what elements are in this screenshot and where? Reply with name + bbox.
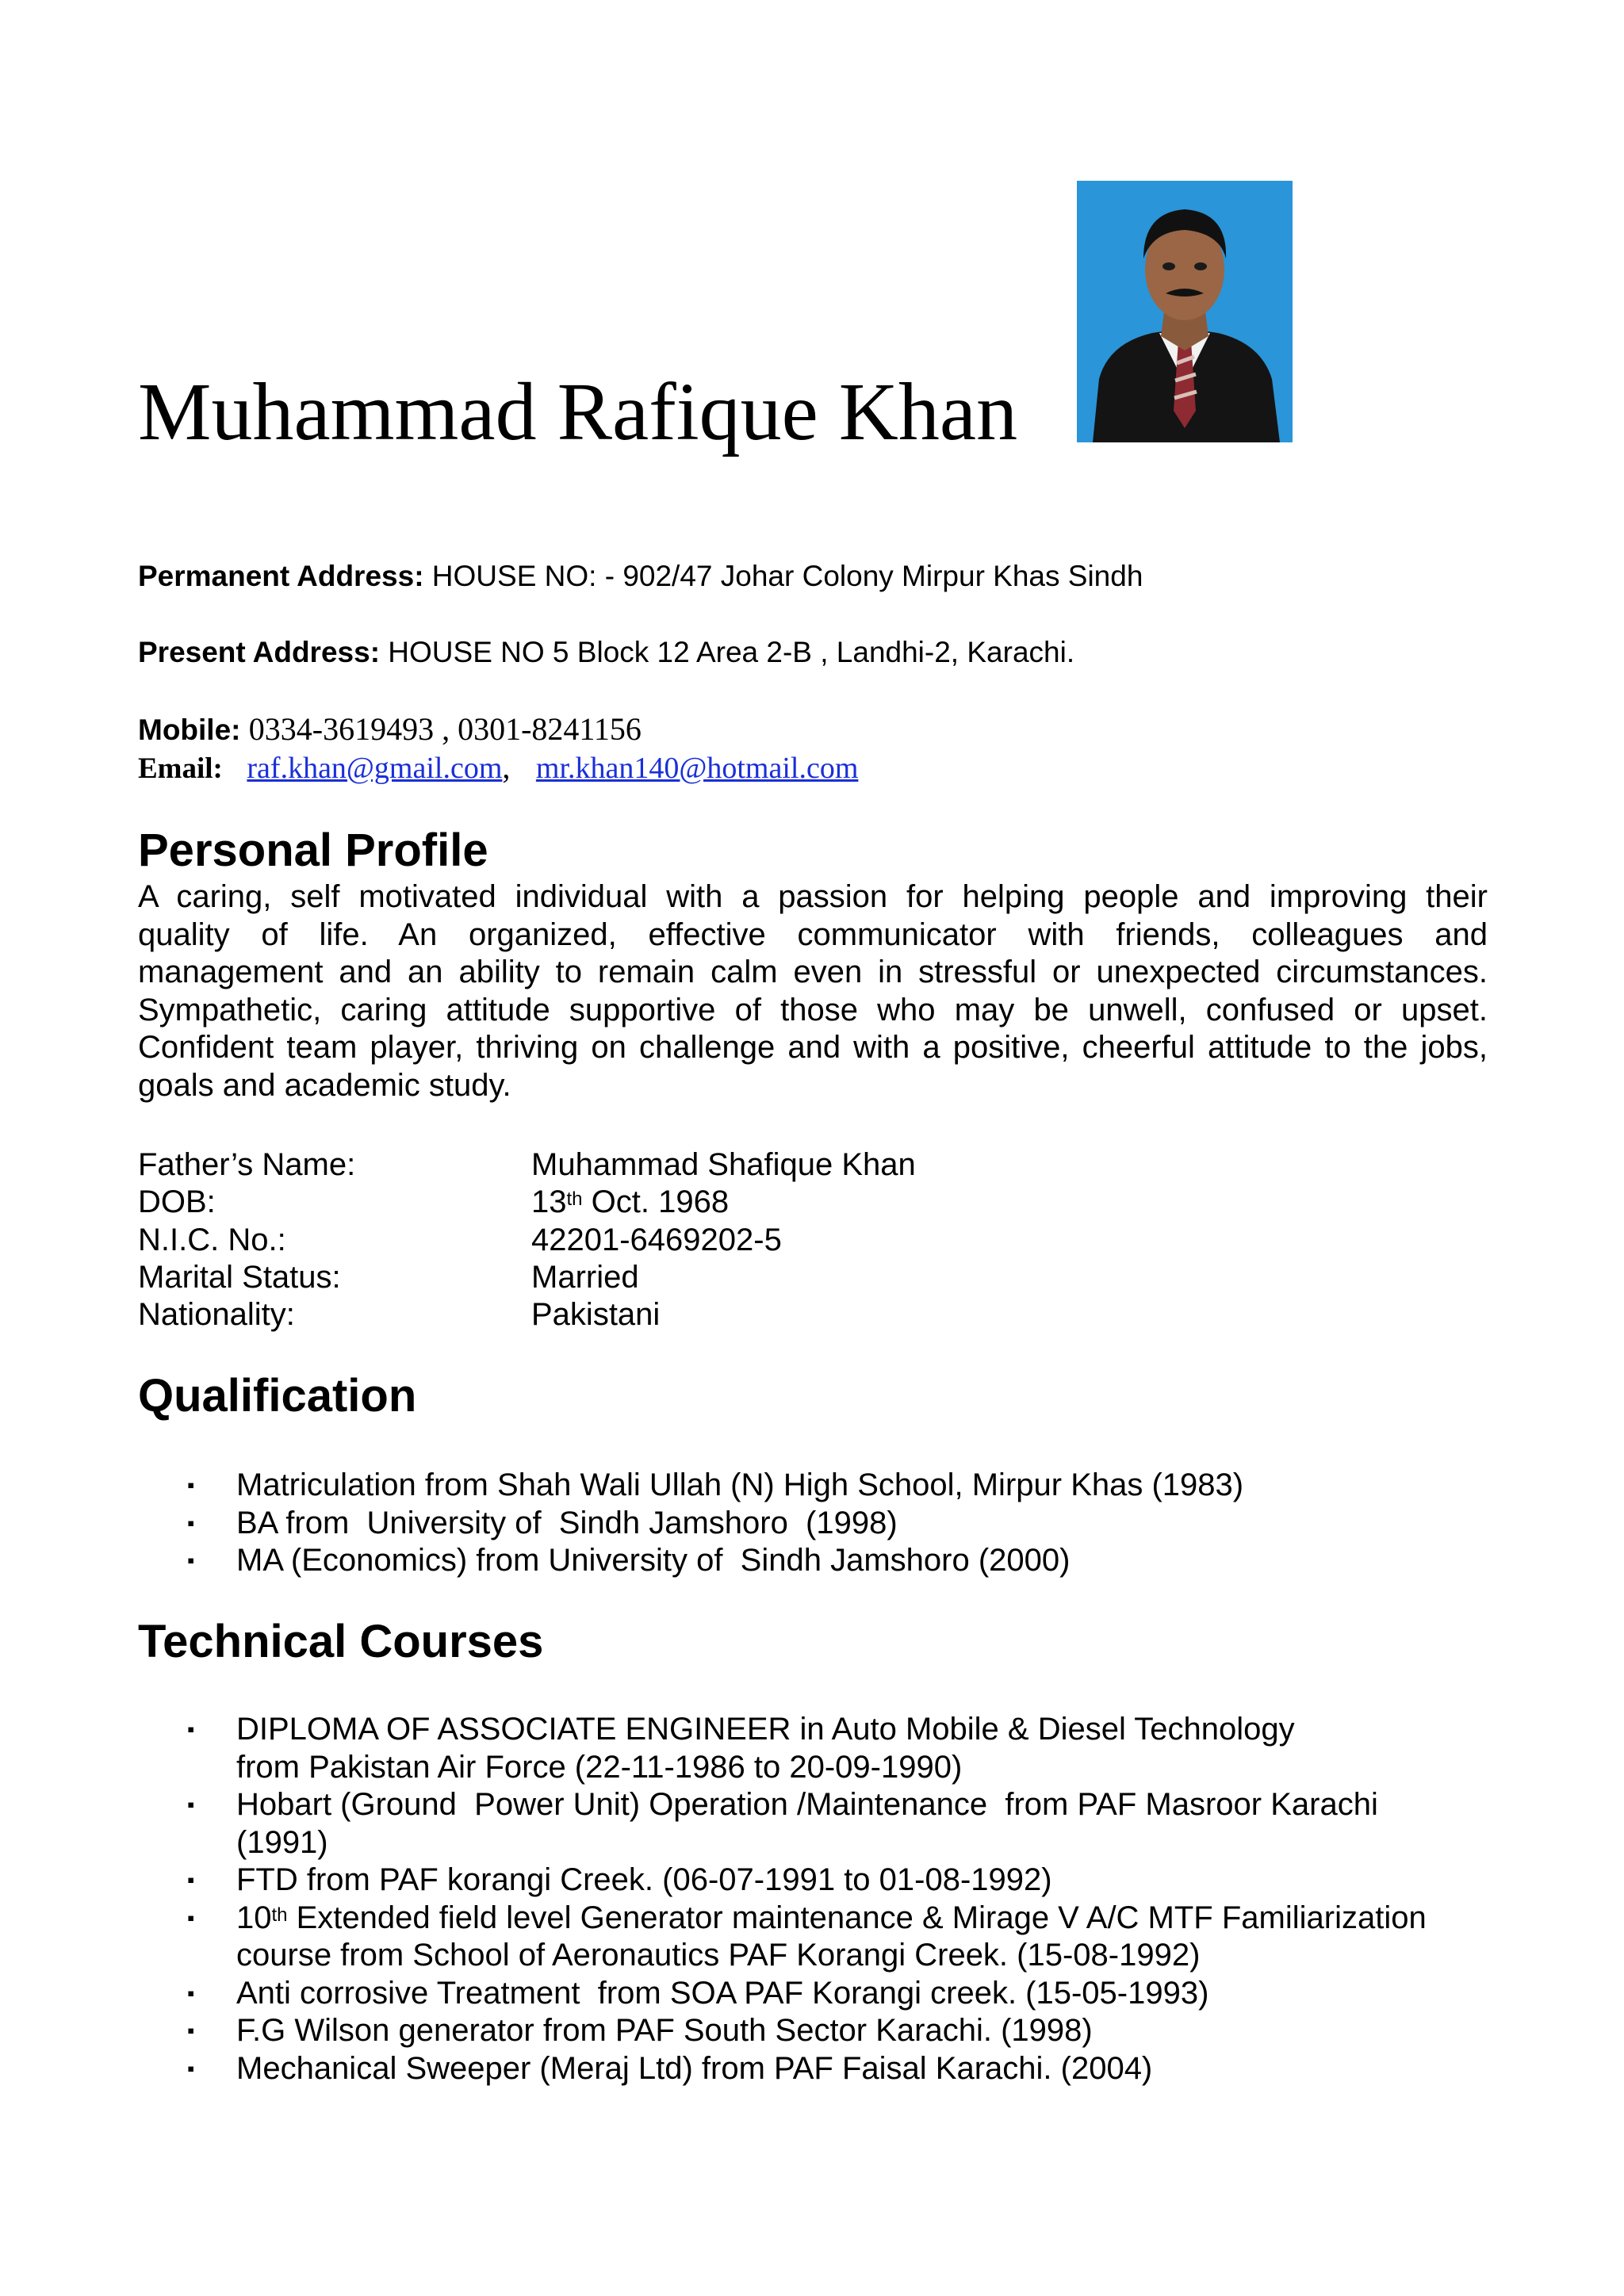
detail-row-nic [138,1222,916,1259]
list-item: ▪ 10th Extended field level Generator maintenance & Mirage V A/C MTF Familiarization course from School of Aeronautics PAF Korangi Creek. (15-08-1992) [187,1900,1427,1973]
qualification-list [138,1467,1243,1580]
profile-line: A caring, self motivated individual with a passion for helping people and improving their [138,879,1488,914]
dob-label: DOB: [138,1184,216,1220]
father-name-label: Father’s Name: [138,1147,356,1182]
list-item: ▪ DIPLOMA OF ASSOCIATE ENGINEER in Auto Mobile & Diesel Technology from Pakistan Air Force (22-11-1986 to 20-09-1990) [187,1712,1295,1785]
marital-status-value: Married [531,1259,639,1295]
list-item: ▪ FTD from PAF korangi Creek. (06-07-1991 to 01-08-1992) [138,1862,1427,1900]
technical-courses-heading: Technical Courses [138,1616,544,1667]
personal-profile-text [138,878,1488,1104]
bullet-icon: ▪ [187,2056,195,2080]
marital-status-label: Marital Status: [138,1259,341,1295]
nic-value: 42201-6469202-5 [531,1222,782,1257]
bullet-icon: ▪ [187,1473,195,1497]
detail-row-dob [138,1184,916,1221]
present-address-label: Present Address: [138,636,381,668]
email-line [138,749,859,785]
personal-profile-heading: Personal Profile [138,825,488,876]
father-name-value: Muhammad Shafique Khan [531,1147,916,1182]
candidate-name: Muhammad Rafique Khan [138,366,1018,457]
profile-line: management and an ability to remain calm even in stressful or unexpected circumstances. [138,955,1488,989]
profile-photo [1077,181,1293,442]
list-item: ▪ Anti corrosive Treatment from SOA PAF Korangi creek. (15-05-1993) [138,1975,1427,2013]
present-address-line [138,637,1074,667]
person-photo-icon [1077,181,1293,442]
email-link-hotmail[interactable]: mr.khan140@hotmail.com [535,752,859,785]
profile-line: Sympathetic, caring attitude supportive of those who may be unwell, confused or upset. [138,992,1488,1027]
mobile-line [138,711,642,747]
nationality-label: Nationality: [138,1297,295,1333]
profile-line: goals and academic study. [138,1067,511,1103]
bullet-icon: ▪ [187,1868,195,1892]
detail-row-marital [138,1259,916,1296]
list-item: ▪ Mechanical Sweeper (Meraj Ltd) from PAF Faisal Karachi. (2004) [138,2050,1427,2088]
nic-label: N.I.C. No.: [138,1222,286,1257]
permanent-address-value: HOUSE NO: - 902/47 Johar Colony Mirpur Khas Sindh [431,560,1143,592]
detail-row-father [138,1146,916,1184]
bullet-icon: ▪ [187,1980,195,2005]
list-item: ▪ Hobart (Ground Power Unit) Operation /Maintenance from PAF Masroor Karachi (1991) [187,1787,1378,1860]
list-item: ▪ BA from University of Sindh Jamshoro (1998) [138,1505,1243,1543]
email-link-gmail[interactable]: raf.khan@gmail.com [247,752,503,785]
mobile-label: Mobile: [138,714,241,746]
permanent-address-line [138,561,1143,591]
permanent-address-label: Permanent Address: [138,560,424,592]
qualification-heading: Qualification [138,1370,417,1422]
email-label: Email: [138,752,223,785]
bullet-icon: ▪ [187,2019,195,2042]
mobile-value: 0334-3619493 , 0301-8241156 [248,711,642,747]
bullet-icon: ▪ [187,1905,195,1930]
profile-line: quality of life. An organized, effective communicator with friends, colleagues and [138,916,1488,952]
personal-details [138,1146,916,1334]
list-item: ▪ Matriculation from Shah Wali Ullah (N) High School, Mirpur Khas (1983) [138,1467,1243,1505]
bullet-icon: ▪ [187,1793,195,1816]
bullet-icon: ▪ [187,1717,195,1741]
dob-value: 13th Oct. 1968 [531,1184,730,1220]
nationality-value: Pakistani [531,1297,661,1333]
detail-row-nationality [138,1296,916,1334]
technical-courses-list [138,1711,1427,2087]
bullet-icon: ▪ [187,1548,195,1572]
bullet-icon: ▪ [187,1510,195,1535]
email-separator: , [502,749,511,785]
list-item: ▪ MA (Economics) from University of Sindh Jamshoro (2000) [138,1542,1243,1580]
present-address-value: HOUSE NO 5 Block 12 Area 2-B , Landhi-2, Karachi. [388,636,1075,668]
list-item: ▪ F.G Wilson generator from PAF South Sector Karachi. (1998) [138,2012,1427,2050]
profile-line: Confident team player, thriving on challenge and with a positive, cheerful attitude to the jobs, [138,1030,1488,1065]
